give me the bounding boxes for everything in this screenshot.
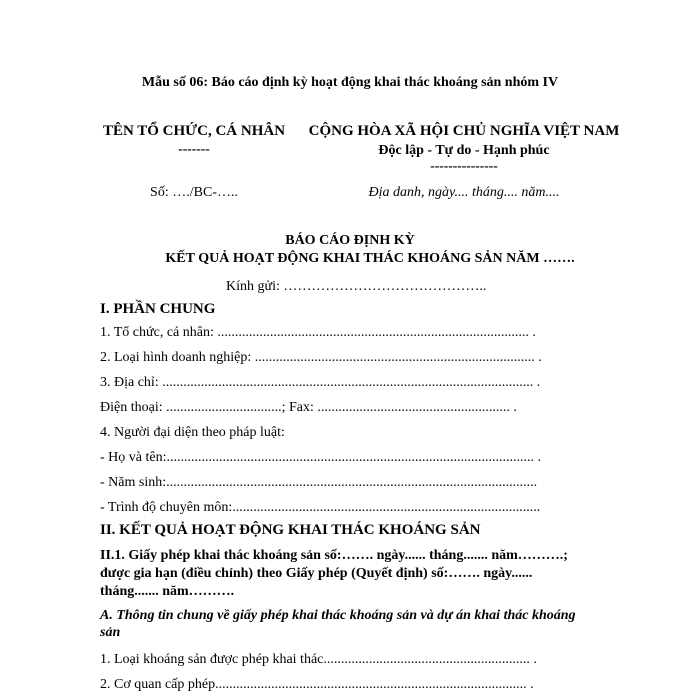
section-a-heading-2: sản (100, 625, 121, 640)
country-name: CỘNG HÒA XÃ HỘI CHỦ NGHĨA VIỆT NAM (308, 123, 620, 139)
phone-fax-line: Điện thoại: .................................; Fax: ....................................................... . (100, 400, 517, 415)
place-and-date: Địa danh, ngày.... tháng.... năm.... (368, 185, 560, 200)
org-line: 1. Tổ chức, cá nhân: ......................................................................................... . (100, 325, 536, 340)
licensing-authority-line: 2. Cơ quan cấp phép......................................................................................... . (100, 677, 534, 692)
document-number: Số: …./BC-….. (150, 185, 238, 200)
section-a-heading-1: A. Thông tin chung về giấy phép khai thác khoáng sản và dự án khai thác khoáng (100, 608, 576, 623)
birth-year-line: - Năm sinh:.......................................................................................................... (100, 475, 538, 490)
form-title: Mẫu số 06: Báo cáo định kỳ hoạt động khai thác khoáng sản nhóm IV (141, 75, 559, 90)
mineral-type-line: 1. Loại khoáng sản được phép khai thác........................................................... . (100, 652, 537, 667)
full-name-line: - Họ và tên:......................................................................................................... . (100, 450, 541, 465)
enterprise-type-line: 2. Loại hình doanh nghiệp: ................................................................................ . (100, 350, 542, 365)
license-line-3: tháng....... năm………. (100, 584, 235, 599)
recipient: Kính gửi: …………………………………….. (226, 279, 487, 294)
org-name: TÊN TỔ CHỨC, CÁ NHÂN (102, 123, 286, 139)
report-title: BÁO CÁO ĐỊNH KỲ (285, 233, 415, 248)
address-line: 3. Địa chỉ: .......................................................................................................... . (100, 375, 541, 390)
license-line-2: được gia hạn (điều chỉnh) theo Giấy phép (Quyết định) số:……. ngày...... (100, 566, 533, 581)
section-2-heading: II. KẾT QUẢ HOẠT ĐỘNG KHAI THÁC KHOÁNG SẢN (100, 522, 481, 538)
qualification-line: - Trình độ chuyên môn:........................................................................................ (100, 500, 541, 515)
representative-line: 4. Người đại diện theo pháp luật: (100, 425, 285, 440)
report-subtitle: KẾT QUẢ HOẠT ĐỘNG KHAI THÁC KHOÁNG SẢN NĂM ……. (165, 251, 575, 266)
section-1-heading: I. PHẦN CHUNG (100, 301, 216, 317)
motto-rule: --------------- (430, 158, 498, 173)
license-line-1: II.1. Giấy phép khai thác khoáng sản số:……. ngày...... tháng....... năm……….; (100, 548, 568, 563)
org-dashes: ------- (178, 141, 210, 156)
national-motto: Độc lập - Tự do - Hạnh phúc (378, 143, 550, 158)
